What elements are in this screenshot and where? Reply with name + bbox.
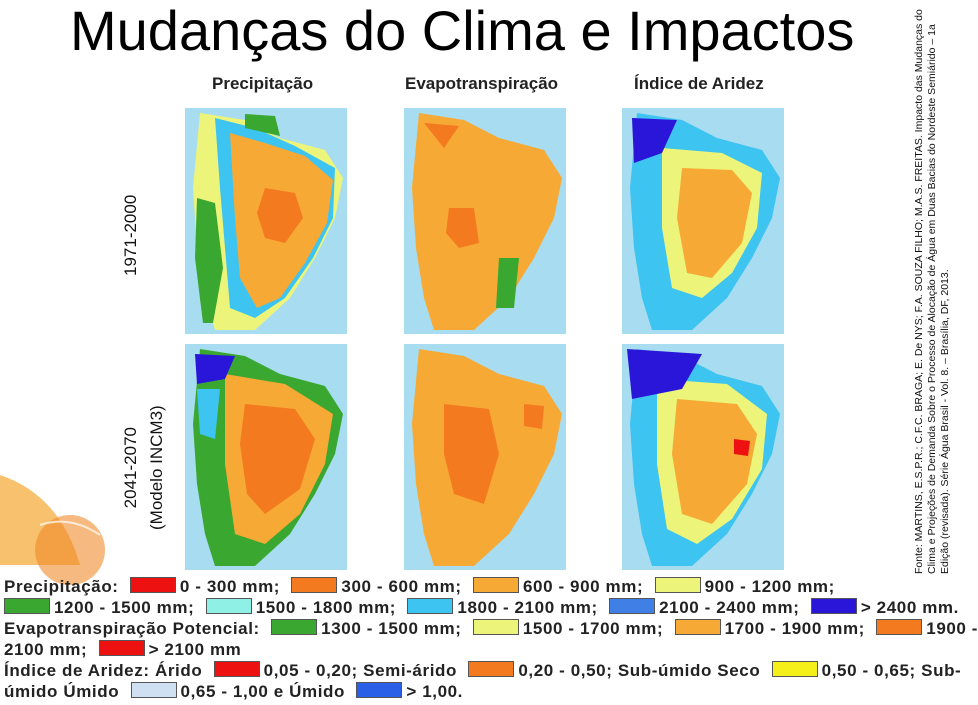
legend-aridity-line-1: Índice de Aridez: Árido 0,05 - 0,20; Semi-árido 0,20 - 0,50; Sub-úmido Seco 0,50 - 0,65; Sub-: [4, 661, 962, 680]
map-aridity-2041-2070: [622, 344, 784, 570]
swatch-precip-4: [655, 577, 701, 593]
swatch-evap-4: [876, 619, 922, 635]
swatch-evap-3: [675, 619, 721, 635]
column-header-aridity-index: Índice de Aridez: [634, 74, 764, 93]
swatch-precip-1: [130, 577, 176, 593]
map-evapotranspiration-1971-2000: [404, 108, 566, 334]
swatch-precip-8: [609, 598, 655, 614]
swatch-precip-5: [4, 598, 50, 614]
swatch-precip-3: [473, 577, 519, 593]
map-evapotranspiration-2041-2070: [404, 344, 566, 570]
column-header-evapotranspiration: Evapotranspiração: [405, 74, 559, 93]
swatch-precip-2: [291, 577, 337, 593]
map-precipitation-2041-2070: [185, 344, 347, 570]
swatch-arid-1: [214, 661, 260, 677]
swatch-evap-5: [99, 640, 145, 656]
legend-evapotranspiration-line-1: Evapotranspiração Potencial: 1300 - 1500 mm; 1500 - 1700 mm; 1700 - 1900 mm; 1900 -: [4, 619, 978, 638]
swatch-evap-2: [473, 619, 519, 635]
swatch-arid-5: [356, 682, 402, 698]
decorative-globe: [0, 455, 110, 575]
swatch-precip-7: [407, 598, 453, 614]
legend-evapotranspiration-line-2: 2100 mm; > 2100 mm: [4, 640, 242, 659]
row-label-1971-2000: 1971-2000: [121, 194, 140, 276]
legend-aridity-line-2: úmido Úmido 0,65 - 1,00 e Úmido > 1,00.: [4, 682, 464, 701]
source-citation: Fonte: MARTINS, E.S.P.R.; C.F.C. BRAGA; E. De NYS; F.A. SOUZA FILHO; M.A.S. FREITAS. Impacto das Mudanças do Clima e Projeções de Demanda Sobre o Processo de Alocação de Água em Duas Bacias do Nordeste Semiárido – 1a Edição (revisada). Série Água Brasil - Vol. 8. – Brasília, DF, 2013.: [913, 9, 951, 574]
swatch-arid-3: [772, 661, 818, 677]
map-legend: [4, 576, 978, 702]
legend-precipitation-line-1: Precipitação: 0 - 300 mm; 300 - 600 mm; 600 - 900 mm; 900 - 1200 mm;: [4, 577, 835, 596]
swatch-arid-2: [468, 661, 514, 677]
legend-precipitation-line-2: 1200 - 1500 mm; 1500 - 1800 mm; 1800 - 2100 mm; 2100 - 2400 mm; > 2400 mm.: [4, 597, 954, 618]
column-header-precipitation: Precipitação: [212, 74, 314, 93]
swatch-evap-1: [271, 619, 317, 635]
row-label-2041-2070: 2041-2070 (Modelo INCM3): [121, 405, 166, 530]
map-aridity-1971-2000: [622, 108, 784, 334]
swatch-precip-6: [206, 598, 252, 614]
page-title: Mudanças do Clima e Impactos: [70, 0, 855, 62]
map-precipitation-1971-2000: [185, 108, 347, 334]
swatch-arid-4: [131, 682, 177, 698]
swatch-precip-9: [811, 598, 857, 614]
